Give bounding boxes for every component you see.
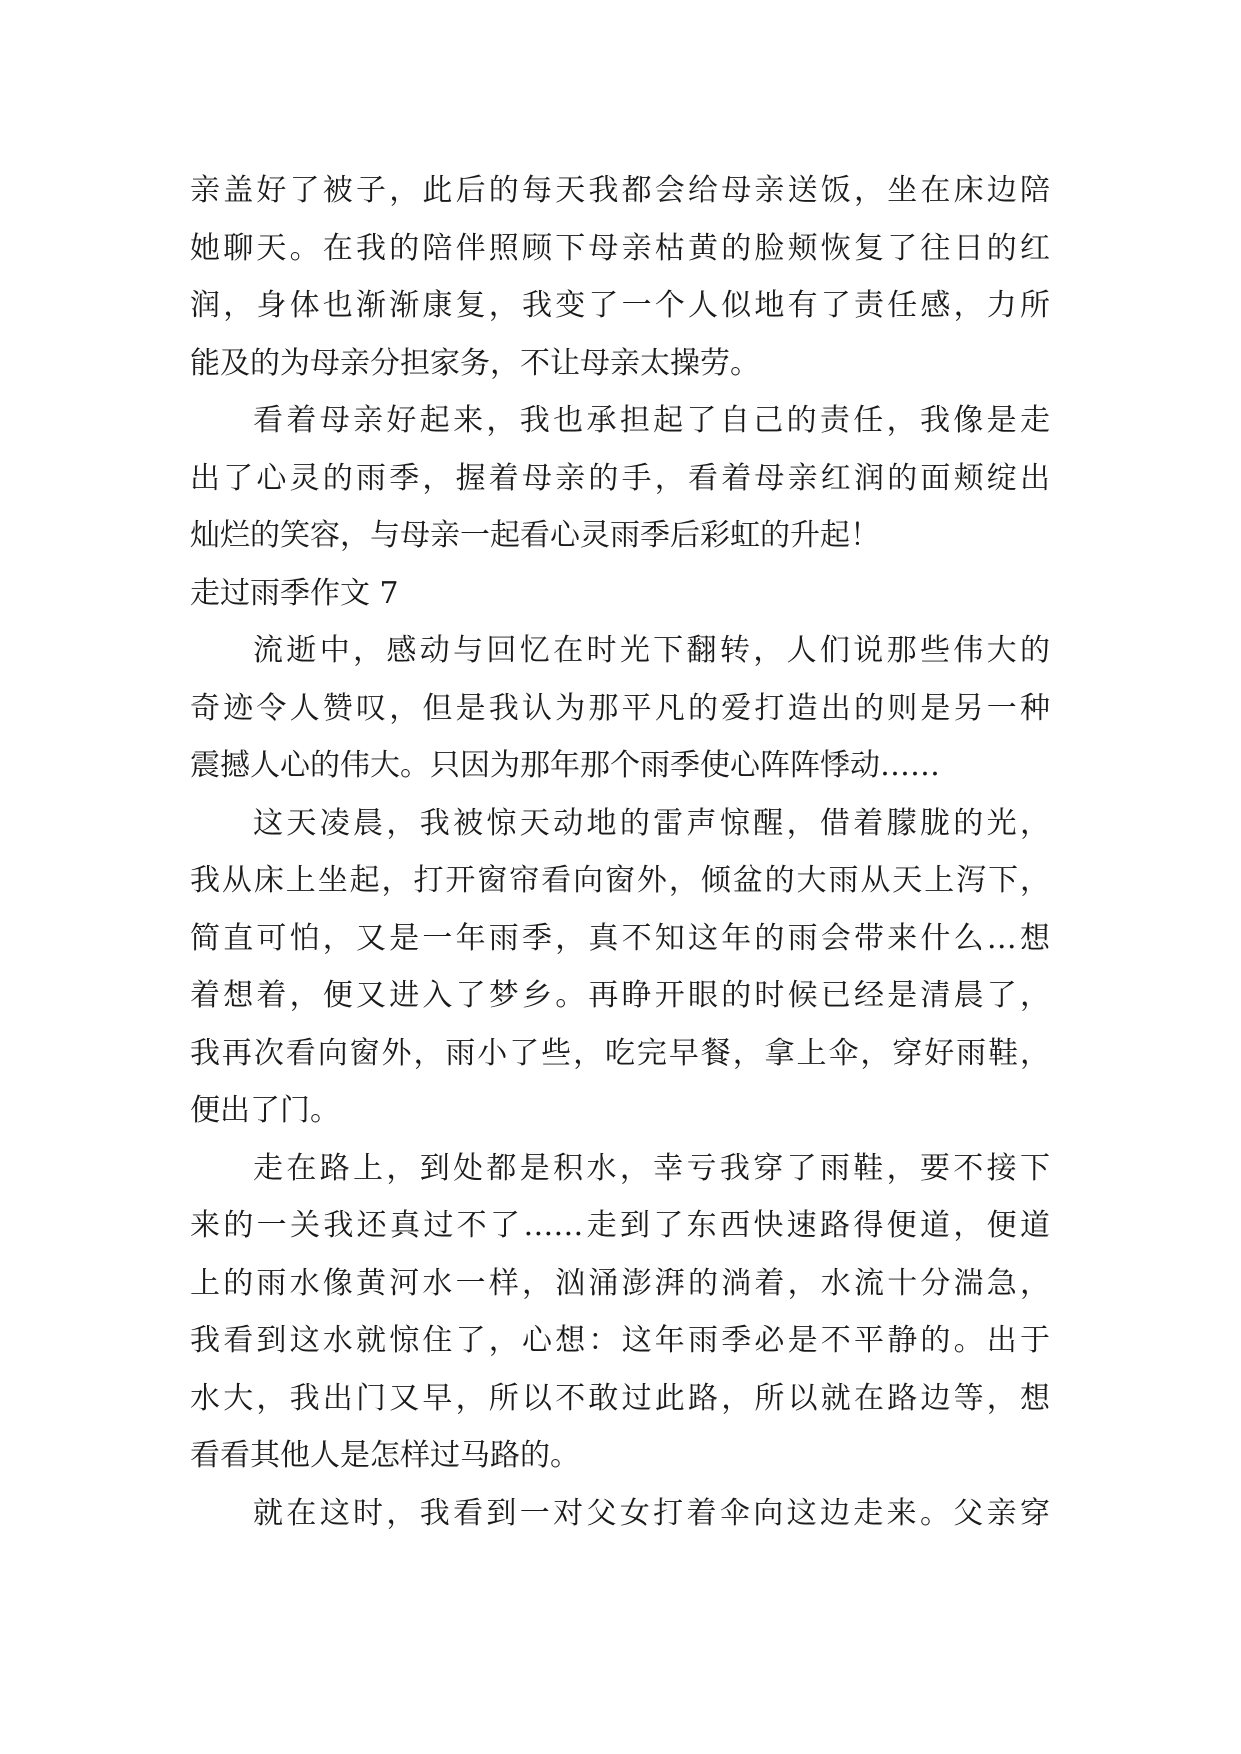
text-line: 走在路上，到处都是积水，幸亏我穿了雨鞋，要不接下 (253, 1150, 1050, 1186)
text-line: 这天凌晨，我被惊天动地的雷声惊醒，借着朦胧的光， (253, 805, 1050, 841)
text-line: 能及的为母亲分担家务，不让母亲太操劳。 (190, 345, 760, 381)
text-line: 出了心灵的雨季，握着母亲的手，看着母亲红润的面颊绽出 (190, 460, 1050, 496)
text-line: 看着母亲好起来，我也承担起了自己的责任，我像是走 (253, 403, 1050, 438)
text-line: 她聊天。在我的陪伴照顾下母亲枯黄的脸颊恢复了往日的红 (190, 230, 1050, 266)
text-line: 流逝中，感动与回忆在时光下翻转，人们说那些伟大的 (253, 633, 1050, 668)
text-line: 来的一关我还真过不了……走到了东西快速路得便道，便道 (190, 1208, 1050, 1243)
text-line: 我看到这水就惊住了，心想：这年雨季必是不平静的。出于 (190, 1323, 1050, 1358)
text-line: 奇迹令人赞叹，但是我认为那平凡的爱打造出的则是另一种 (190, 690, 1050, 726)
text-line: 就在这时，我看到一对父女打着伞向这边走来。父亲穿 (253, 1495, 1050, 1531)
text-line: 亲盖好了被子，此后的每天我都会给母亲送饭，坐在床边陪 (190, 173, 1050, 208)
text-line: 看看其他人是怎样过马路的。 (190, 1438, 580, 1473)
text-line: 水大，我出门又早，所以不敢过此路，所以就在路边等，想 (190, 1380, 1050, 1416)
document-body (190, 162, 1050, 1542)
text-line: 简直可怕，又是一年雨季，真不知这年的雨会带来什么…想 (190, 920, 1050, 956)
text-line: 上的雨水像黄河水一样，汹涌澎湃的淌着，水流十分湍急， (190, 1265, 1050, 1301)
text-line: 震撼人心的伟大。只因为那年那个雨季使心阵阵悸动…… (190, 748, 940, 783)
text-line: 着想着，便又进入了梦乡。再睁开眼的时候已经是清晨了， (190, 978, 1050, 1013)
text-line: 灿烂的笑容，与母亲一起看心灵雨季后彩虹的升起！ (190, 518, 880, 553)
text-line: 便出了门。 (190, 1093, 340, 1128)
text-line: 润，身体也渐渐康复，我变了一个人似地有了责任感，力所 (190, 288, 1050, 323)
section-heading: 走过雨季作文 7 (190, 575, 399, 611)
text-line: 我从床上坐起，打开窗帘看向窗外，倾盆的大雨从天上泻下， (190, 863, 1050, 898)
text-line: 我再次看向窗外，雨小了些，吃完早餐，拿上伞，穿好雨鞋， (190, 1035, 1050, 1071)
